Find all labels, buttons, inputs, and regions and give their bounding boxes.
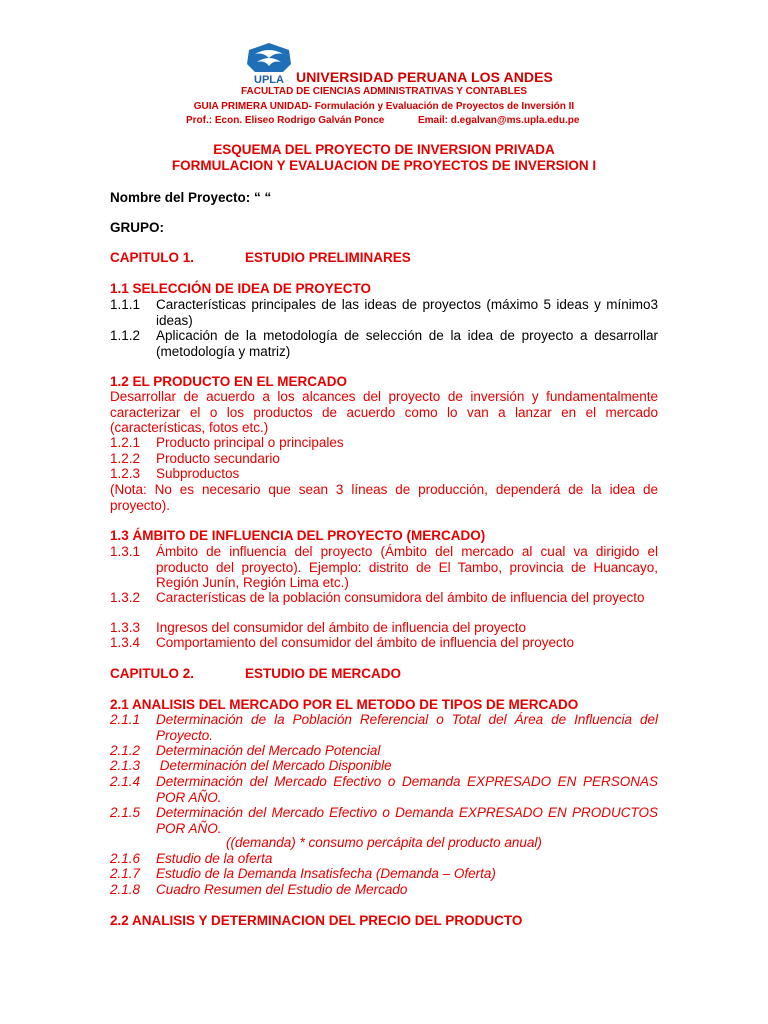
item-num: 1.2.1: [110, 435, 141, 450]
doc-title-1: ESQUEMA DEL PROYECTO DE INVERSION PRIVADA: [213, 142, 555, 157]
section-1-2-intro: Desarrollar de acuerdo a los alcances del proyecto de inversión y fundamentalmente caracterizar el o los productos de acuerdo como lo van a lanzar en el mercado (características, fotos etc.): [110, 389, 658, 435]
item-num: 2.1.2: [110, 743, 141, 758]
section-2-2-title: 2.2 ANALISIS Y DETERMINACION DEL PRECIO DEL PRODUCTO: [110, 913, 523, 928]
upla-logo: [245, 42, 293, 86]
item-num: 1.3.1: [110, 544, 141, 559]
item-num: 2.1.5: [110, 805, 141, 820]
item-num: 2.1.4: [110, 774, 141, 789]
guide-title: GUIA PRIMERA UNIDAD- Formulación y Evaluación de Proyectos de Inversión II: [193, 101, 575, 112]
section-2-1-title: 2.1 ANALISIS DEL MERCADO POR EL METODO DE TIPOS DE MERCADO: [110, 697, 579, 712]
section-1-2-note: (Nota: No es necesario que sean 3 líneas de producción, dependerá de la idea de proyecto).: [110, 482, 658, 513]
section-1-1-title: 1.1 SELECCIÓN DE IDEA DE PROYECTO: [110, 281, 372, 296]
item-text: Determinación del Mercado Efectivo o Demanda EXPRESADO EN PERSONAS POR AÑO.: [156, 774, 658, 805]
item-text: Ingresos del consumidor del ámbito de influencia del proyecto: [156, 620, 526, 635]
item-num: 2.1.1: [110, 712, 141, 727]
faculty-name: FACULTAD DE CIENCIAS ADMINISTRATIVAS Y CONTABLES: [240, 86, 528, 97]
item-text: Determinación de la Población Referencial o Total del Área de Influencia del Proyecto.: [156, 712, 658, 743]
item-num: 2.1.6: [110, 851, 141, 866]
chapter-2-label: CAPITULO 2.: [110, 666, 195, 681]
item-num: 1.3.4: [110, 635, 141, 650]
item-num: 1.2.3: [110, 466, 141, 481]
item-text: Características de la población consumidora del ámbito de influencia del proyecto: [156, 590, 645, 605]
item-text: Características principales de las ideas de proyectos (máximo 5 ideas y mínimo3 ideas): [156, 297, 658, 328]
item-text: Estudio de la oferta: [156, 851, 273, 866]
item-text: Aplicación de la metodología de selección de la idea de proyecto a desarrollar (metodología y matriz): [156, 328, 658, 359]
chapter-1-label: CAPITULO 1.: [110, 250, 195, 265]
item-text: Determinación del Mercado Efectivo o Demanda EXPRESADO EN PRODUCTOS POR AÑO.: [156, 805, 658, 836]
item-text: Producto principal o principales: [156, 435, 344, 450]
formula-note: ((demanda) * consumo percápita del producto anual): [226, 835, 542, 850]
section-1-2-title: 1.2 EL PRODUCTO EN EL MERCADO: [110, 374, 348, 389]
item-text: Estudio de la Demanda Insatisfecha (Demanda – Oferta): [156, 866, 496, 881]
project-name-label: Nombre del Proyecto: “ “: [110, 190, 272, 205]
item-text: Comportamiento del consumidor del ámbito de influencia del proyecto: [156, 635, 574, 650]
doc-title-2: FORMULACION Y EVALUACION DE PROYECTOS DE INVERSION I: [171, 158, 597, 173]
item-num: 2.1.7: [110, 866, 141, 881]
item-num: 2.1.3: [110, 758, 141, 773]
item-text: Cuadro Resumen del Estudio de Mercado: [156, 882, 408, 897]
item-text: Ámbito de influencia del proyecto (Ámbito del mercado al cual va dirigido el producto del proyecto). Ejemplo: distrito de El Tambo, provincia de Huancayo, Región Junín, Región Lima etc.): [156, 544, 658, 590]
chapter-2-title: ESTUDIO DE MERCADO: [245, 666, 402, 681]
item-num: 1.3.3: [110, 620, 141, 635]
chapter-1-title: ESTUDIO PRELIMINARES: [245, 250, 411, 265]
university-name: UNIVERSIDAD PERUANA LOS ANDES: [296, 69, 553, 85]
item-text: Determinación del Mercado Potencial: [156, 743, 381, 758]
item-text: Determinación del Mercado Disponible: [156, 758, 392, 773]
professor-name: Prof.: Econ. Eliseo Rodrigo Galván Ponce: [186, 115, 385, 126]
item-num: 1.1.1: [110, 297, 141, 312]
item-text: Subproductos: [156, 466, 240, 481]
item-num: 2.1.8: [110, 882, 141, 897]
professor-email: Email: d.egalvan@ms.upla.edu.pe: [418, 115, 580, 126]
item-text: Producto secundario: [156, 451, 280, 466]
group-label: GRUPO:: [110, 220, 164, 235]
section-1-3-title: 1.3 ÁMBITO DE INFLUENCIA DEL PROYECTO (MERCADO): [110, 528, 486, 543]
item-num: 1.2.2: [110, 451, 141, 466]
item-num: 1.1.2: [110, 328, 141, 343]
logo-text: UPLA: [254, 74, 284, 86]
item-num: 1.3.2: [110, 590, 141, 605]
